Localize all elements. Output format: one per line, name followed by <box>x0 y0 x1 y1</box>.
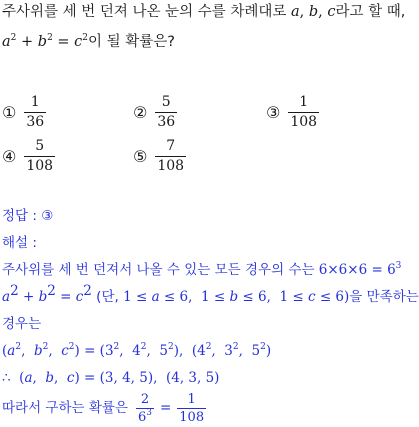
question-line-2 <box>2 33 175 51</box>
final-fraction-lhs: $\frac{2}{6^3}$ <box>137 392 152 425</box>
solution-line-2 <box>2 283 419 306</box>
question-text: 주사위를 세 번 던져 나온 눈의 수를 차례대로 <box>2 4 287 20</box>
answer-label: 정답 : ③ <box>2 208 54 224</box>
question-tail: 라고 할 때, <box>335 4 406 20</box>
choice-marker: ③ <box>266 103 281 122</box>
equation: $a^2 + b^2 = c^2$ <box>2 33 89 50</box>
solution-line-6: 따라서 구하는 확률은 $\frac{2}{6^3}$ = $\frac{1}{108}$ <box>2 392 205 425</box>
solution-line-5: ∴ (a, b, c) = (3, 4, 5), (4, 3, 5) <box>2 370 220 386</box>
choice-marker: ② <box>133 103 148 122</box>
choice-fraction: $\frac{7}{108}$ <box>157 138 185 174</box>
choice-fraction: $\frac{5}{36}$ <box>157 94 176 130</box>
explain-label: 해설 : <box>2 235 37 251</box>
choice-5[interactable] <box>133 138 186 175</box>
count-expression: $6\times 6\times 6 = 6^3$ <box>318 261 402 278</box>
choice-fraction: $\frac{1}{36}$ <box>26 94 45 130</box>
solution-line-4: ($a^2$, $b^2$, $c^2) = (3^2$, $4^2$, $5^2$), ($4^2$, $3^2$, $5^2$) <box>2 342 272 359</box>
choice-1[interactable] <box>2 94 46 131</box>
var-c: c <box>327 4 336 20</box>
equation: $a^2 + b^2 = c^2$ <box>2 283 92 305</box>
choice-marker: ⑤ <box>133 147 148 166</box>
choice-3[interactable] <box>266 94 319 131</box>
condition: 1 ≤ a ≤ 6, 1 ≤ b ≤ 6, 1 ≤ c ≤ 6) <box>123 289 350 305</box>
choice-marker: ① <box>2 103 17 122</box>
question-line-1: 주사위를 세 번 던져 나온 눈의 수를 차례대로 a, b, c라고 할 때, <box>2 4 406 20</box>
choice-marker: ④ <box>2 147 17 166</box>
final-text: 따라서 구하는 확률은 <box>2 400 128 416</box>
choice-fraction: $\frac{1}{108}$ <box>290 94 318 130</box>
condition-prefix: (단, <box>96 289 119 305</box>
final-fraction-rhs: $\frac{1}{108}$ <box>179 392 205 425</box>
condition-tail: 을 만족하는 <box>349 289 419 305</box>
choice-2[interactable] <box>133 94 177 131</box>
var-a: a <box>291 4 300 20</box>
question-tail-2: 이 될 확률은? <box>88 34 175 50</box>
solution-line-1: 주사위를 세 번 던져서 나올 수 있는 모든 경우의 수는 $6\times 6\times 6 = 6^3$ <box>2 261 402 278</box>
choice-fraction: $\frac{5}{108}$ <box>26 138 54 174</box>
choice-4[interactable] <box>2 138 55 175</box>
solution-line-3: 경우는 <box>2 316 42 332</box>
var-b: b <box>308 4 319 20</box>
